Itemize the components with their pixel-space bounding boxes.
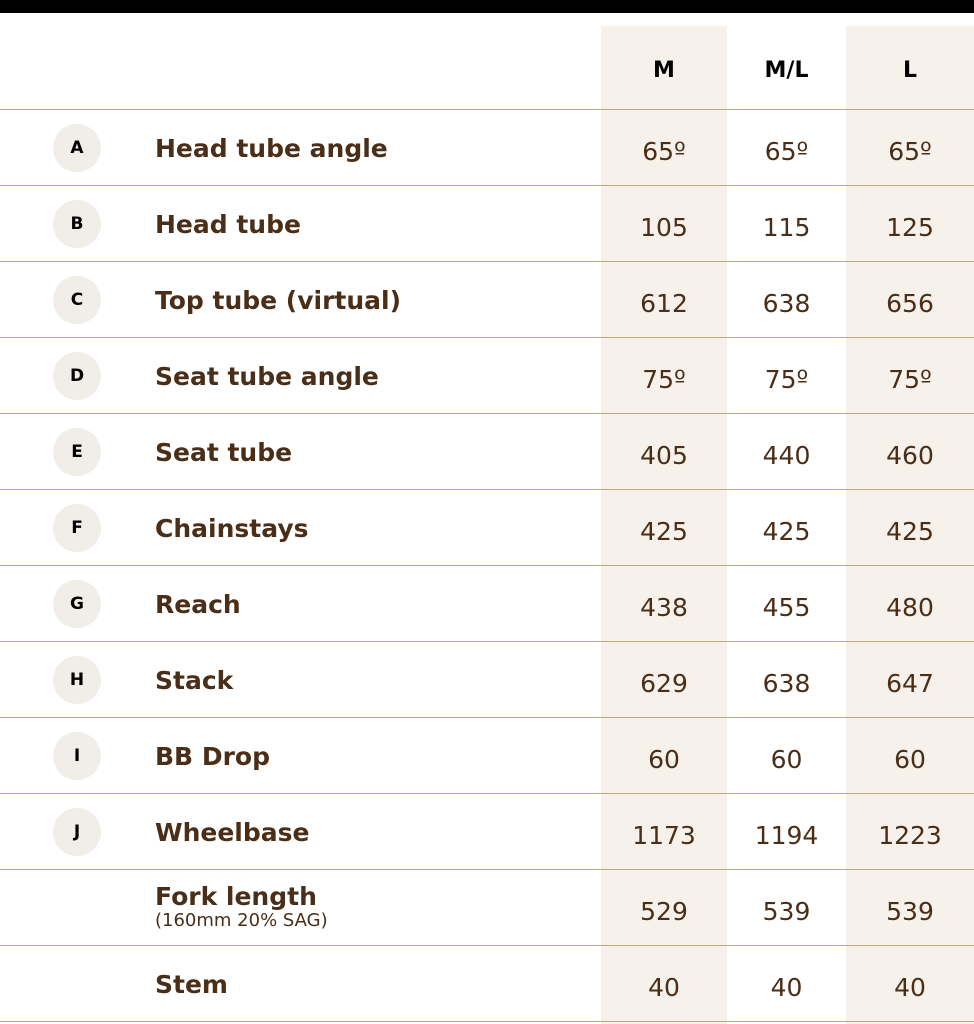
table-row	[0, 718, 974, 794]
table-row	[0, 414, 974, 490]
row-label: Seat tube angle	[155, 362, 379, 391]
row-label: Chainstays	[155, 514, 309, 543]
table-header	[0, 26, 974, 110]
cell-value: 60	[894, 745, 926, 774]
cell-value: 438	[640, 593, 688, 622]
cell-value: 539	[886, 897, 934, 926]
table-row	[0, 262, 974, 338]
cell-value: 425	[640, 517, 688, 546]
header-size-l: L	[902, 58, 918, 83]
row-letter-badge: G	[53, 580, 101, 628]
cell-value: 125	[886, 213, 934, 242]
table-row	[0, 870, 974, 946]
table-row	[0, 110, 974, 186]
cell-value: 105	[640, 213, 688, 242]
cell-value: 638	[762, 669, 811, 698]
cell-value: 647	[886, 669, 934, 698]
cell-value: 656	[886, 289, 934, 318]
cell-value: 75º	[764, 365, 809, 394]
cell-value: 1194	[754, 821, 819, 850]
table-row	[0, 338, 974, 414]
cell-value: 60	[648, 745, 680, 774]
row-letter-badge: J	[53, 808, 101, 856]
row-letter-badge: F	[53, 504, 101, 552]
row-letter-badge: A	[53, 124, 101, 172]
cell-value: 40	[894, 973, 926, 1002]
cell-value: 405	[640, 441, 688, 470]
row-label: BB Drop	[155, 742, 270, 771]
header-size-m: M	[653, 58, 675, 83]
cell-value: 480	[886, 593, 934, 622]
table-row	[0, 794, 974, 870]
cell-value: 612	[640, 289, 688, 318]
cell-value: 115	[762, 213, 811, 242]
row-label: Head tube angle	[155, 134, 388, 163]
table-row	[0, 946, 974, 1022]
cell-value: 638	[762, 289, 811, 318]
cell-value: 65º	[888, 137, 932, 166]
row-label: Reach	[155, 590, 241, 619]
cell-value: 40	[648, 973, 680, 1002]
row-label: Fork length	[155, 882, 317, 911]
cell-value: 40	[770, 973, 803, 1002]
table-row	[0, 186, 974, 262]
cell-value: 1173	[632, 821, 696, 850]
row-letter-badge: D	[53, 352, 101, 400]
row-sublabel: (160mm 20% SAG)	[155, 910, 328, 931]
cell-value: 629	[640, 669, 688, 698]
top-bar	[0, 0, 974, 13]
row-letter-badge: I	[53, 732, 101, 780]
cell-value: 425	[886, 517, 934, 546]
row-letter-badge: B	[53, 200, 101, 248]
cell-value: 60	[770, 745, 803, 774]
cell-value: 539	[762, 897, 811, 926]
row-letter-badge: E	[53, 428, 101, 476]
cell-value: 455	[762, 593, 811, 622]
table-row	[0, 642, 974, 718]
cell-value: 65º	[764, 137, 809, 166]
cell-value: 440	[762, 441, 811, 470]
cell-value: 75º	[642, 365, 686, 394]
cell-value: 65º	[642, 137, 686, 166]
row-label: Wheelbase	[155, 818, 310, 847]
cell-value: 529	[640, 897, 688, 926]
row-letter-badge: C	[53, 276, 101, 324]
cell-value: 1223	[878, 821, 942, 850]
header-size-ml: M/L	[764, 58, 809, 83]
cell-value: 460	[886, 441, 934, 470]
table-row	[0, 490, 974, 566]
cell-value: 75º	[888, 365, 932, 394]
row-label: Head tube	[155, 210, 301, 239]
row-label: Seat tube	[155, 438, 293, 467]
row-letter-badge: H	[53, 656, 101, 704]
table-row	[0, 566, 974, 642]
row-label: Stem	[155, 970, 228, 999]
row-label: Top tube (virtual)	[155, 286, 402, 315]
row-label: Stack	[155, 666, 234, 695]
cell-value: 425	[762, 517, 811, 546]
